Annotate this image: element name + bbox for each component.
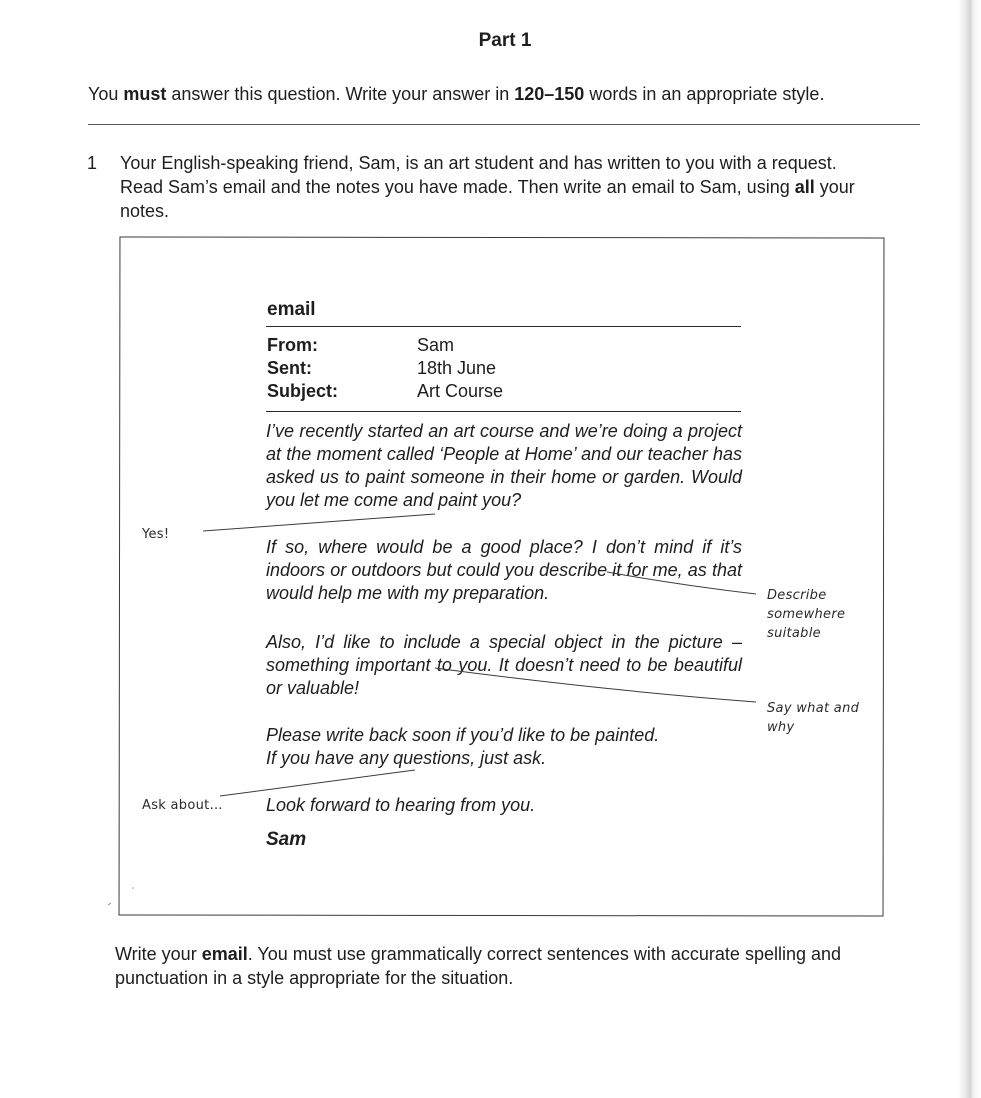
question-prompt: Your English-speaking friend, Sam, is an art student and has written to you with a request. Read Sam’s email and the notes you have made. Then write an email to Sam, using all your notes. bbox=[120, 153, 855, 221]
from-label: From: bbox=[267, 335, 318, 355]
note-line-describe bbox=[607, 572, 756, 594]
email-paragraph-4: Please write back soon if you’d like to be painted. If you have any questions, just ask. bbox=[266, 725, 660, 768]
note-line-ask-about bbox=[220, 770, 415, 796]
note-ask-about: Ask about… bbox=[142, 798, 223, 813]
subject-value: Art Course bbox=[417, 381, 504, 401]
writing-instructions: Write your email. You must use grammatically correct sentences with accurate spelling and punctuation in a style appropriate for the situation. bbox=[115, 944, 842, 988]
email-paragraph-2: If so, where would be a good place? I don’t mind if it’s indoors or outdoors but could you describe it for me, as that would help me with my preparation. bbox=[266, 537, 742, 603]
sent-value: 18th June bbox=[417, 358, 497, 378]
stray-pencil-mark-2 bbox=[108, 903, 111, 905]
stray-pencil-mark bbox=[132, 887, 134, 889]
sent-label: Sent: bbox=[267, 358, 312, 378]
email-signature: Sam bbox=[266, 829, 307, 850]
note-describe: Describe somewhere suitable bbox=[767, 588, 846, 641]
note-line-say-what bbox=[435, 668, 756, 702]
email-paragraph-3: Also, I’d like to include a special object in the picture – something important to you. It doesn’t need to be beautiful or valuable! bbox=[266, 632, 742, 698]
email-paragraph-1: I’ve recently started an art course and we’re doing a project at the moment called ‘People at Home’ and our teacher has asked us to paint someone in their home or garden. Would you let me come and paint you? bbox=[266, 421, 742, 510]
subject-label: Subject: bbox=[267, 381, 339, 401]
email-label: email bbox=[267, 299, 316, 320]
note-yes: Yes! bbox=[142, 527, 170, 542]
email-closing: Look forward to hearing from you. bbox=[266, 795, 536, 815]
note-line-yes bbox=[203, 514, 435, 531]
part-title: Part 1 bbox=[478, 30, 532, 51]
from-value: Sam bbox=[417, 335, 455, 355]
note-say-what: Say what and why bbox=[767, 701, 860, 735]
question-number: 1 bbox=[87, 153, 98, 173]
task-instructions: You must answer this question. Write your answer in 120–150 words in an appropriate style. bbox=[88, 84, 825, 104]
